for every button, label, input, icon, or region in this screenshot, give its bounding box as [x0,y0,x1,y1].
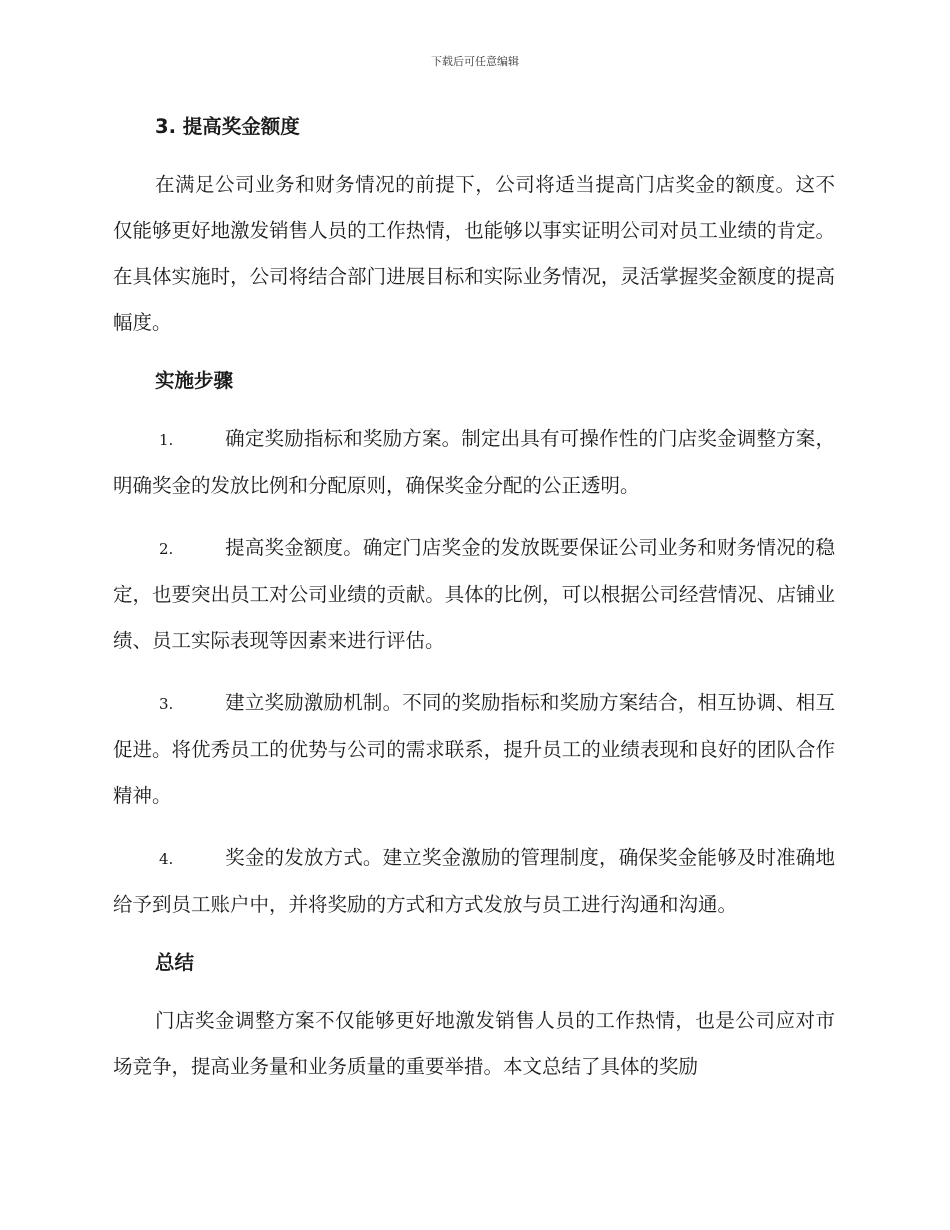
list-item [113,525,835,664]
section3-heading: 3. 提高奖金额度 [155,115,300,138]
list-item-text: 奖金的发放方式。建立奖金激励的管理制度，确保奖金能够及时准确地给予到员工账户中，并将奖励的方式和方式发放与员工进行沟通和沟通。 [113,846,835,916]
summary-heading: 总结 [155,951,195,974]
list-item-text: 确定奖励指标和奖励方案。制定出具有可操作性的门店奖金调整方案，明确奖金的发放比例和分配原则，确保奖金分配的公正透明。 [113,427,835,497]
list-item [113,680,835,819]
list-number: 2. [159,540,174,558]
summary-paragraph: 门店奖金调整方案不仅能够更好地激发销售人员的工作热情，也是公司应对市场竞争，提高业务量和业务质量的重要举措。本文总结了具体的奖励 [113,1009,835,1078]
list-item [113,416,835,509]
list-number: 3. [159,695,174,713]
section3-paragraph: 在满足公司业务和财务情况的前提下，公司将适当提高门店奖金的额度。这不仅能够更好地激发销售人员的工作热情，也能够以事实证明公司对员工业绩的肯定。在具体实施时，公司将结合部门进展目标和实际业务情况，灵活掌握奖金额度的提高幅度。 [113,173,835,334]
list-item [113,835,835,928]
page-header: 下载后可任意编辑 [431,55,519,68]
document-body [113,112,835,1090]
list-item-text: 建立奖励激励机制。不同的奖励指标和奖励方案结合，相互协调、相互促进。将优秀员工的优势与公司的需求联系，提升员工的业绩表现和良好的团队合作精神。 [113,691,835,807]
steps-heading: 实施步骤 [155,369,234,392]
list-number: 4. [159,850,174,868]
list-item-text: 提高奖金额度。确定门店奖金的发放既要保证公司业务和财务情况的稳定，也要突出员工对公司业绩的贡献。具体的比例，可以根据公司经营情况、店铺业绩、员工实际表现等因素来进行评估。 [113,536,835,652]
list-number: 1. [159,431,174,449]
